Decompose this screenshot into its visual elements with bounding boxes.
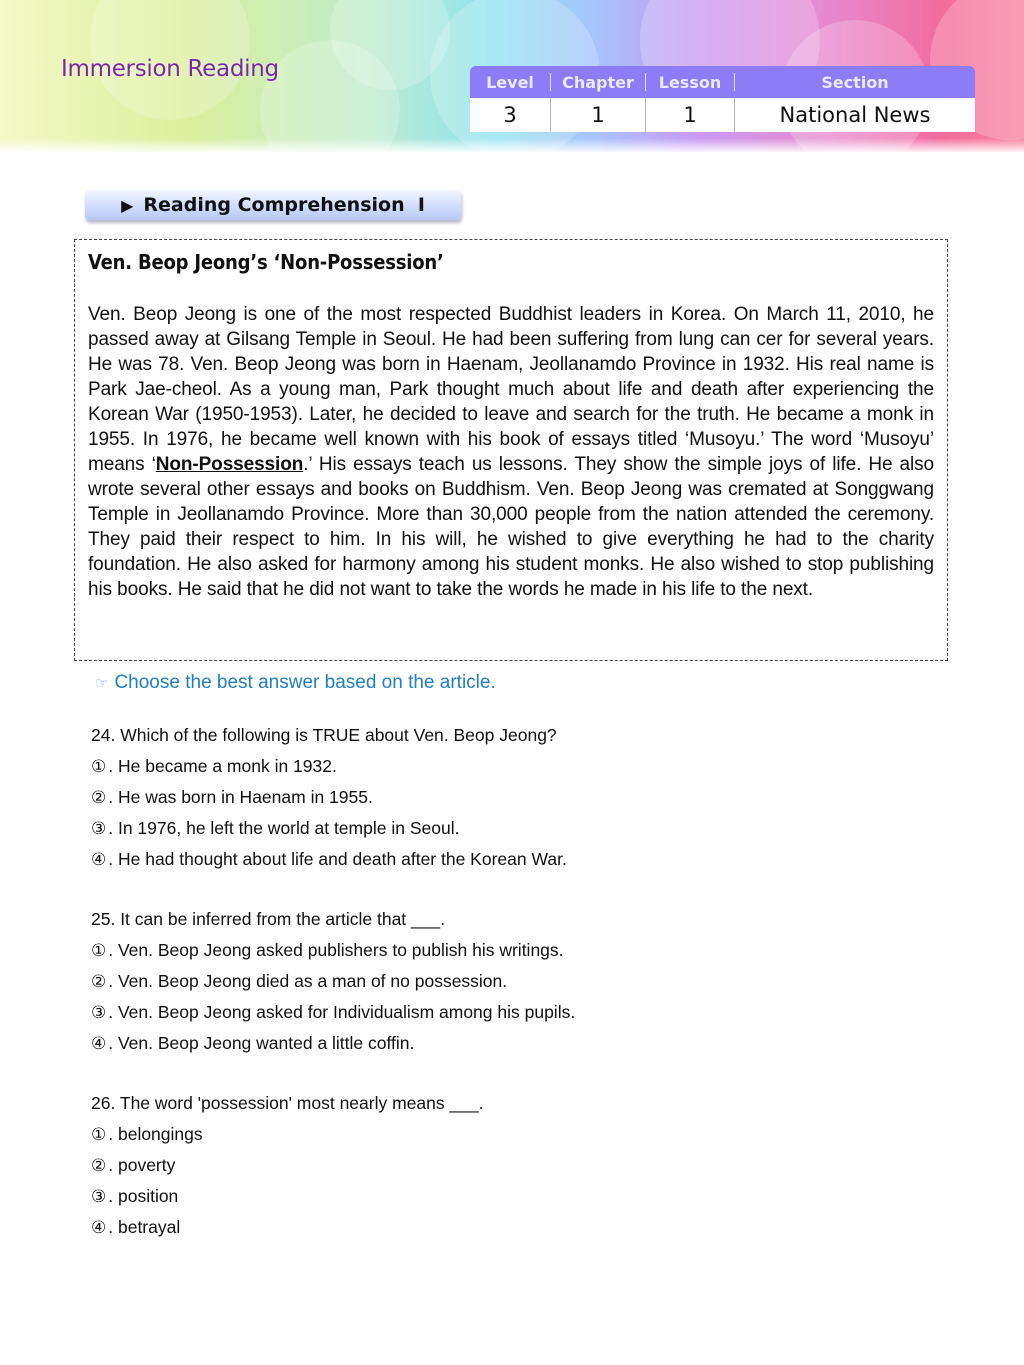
section-badge: [85, 190, 461, 220]
option-number: ②: [91, 788, 107, 807]
option-number: ③: [91, 819, 107, 838]
answer-option[interactable]: [91, 844, 575, 875]
option-number: ④: [91, 1034, 107, 1053]
answer-option[interactable]: [91, 751, 575, 782]
option-text: . He had thought about life and death after the Korean War.: [108, 849, 567, 869]
answer-option[interactable]: [91, 935, 575, 966]
instruction: [95, 672, 496, 694]
option-text: . He was born in Haenam in 1955.: [108, 787, 373, 807]
column-level: Level: [470, 73, 551, 91]
question: [91, 720, 575, 875]
answer-option[interactable]: [91, 1181, 575, 1212]
option-number: ③: [91, 1187, 107, 1206]
chapter-value: 1: [551, 98, 646, 132]
option-text: . In 1976, he left the world at temple in Seoul.: [108, 818, 460, 838]
section-value: National News: [779, 103, 931, 127]
answer-option[interactable]: [91, 813, 575, 844]
answer-option[interactable]: [91, 1119, 575, 1150]
play-triangle-icon: ▶: [121, 195, 134, 215]
answer-option[interactable]: [91, 966, 575, 997]
brand-title: Immersion Reading: [61, 56, 279, 82]
lesson-info-header: [470, 66, 975, 98]
option-text: . He became a monk in 1932.: [108, 756, 337, 776]
option-text: . poverty: [108, 1155, 176, 1175]
question-stem: 25. It can be inferred from the article that ___.: [91, 909, 446, 929]
option-text: . betrayal: [108, 1217, 181, 1237]
article-title: Ven. Beop Jeong’s ‘Non-Possession’: [88, 250, 444, 274]
option-number: ①: [91, 1125, 107, 1144]
column-section: Section: [821, 72, 889, 92]
question: [91, 1088, 575, 1243]
article-body: [88, 302, 934, 602]
option-number: ①: [91, 941, 107, 960]
lesson-value: 1: [646, 98, 735, 132]
option-text: . Ven. Beop Jeong asked for Individualism among his pupils.: [108, 1002, 576, 1022]
article-box: [74, 239, 948, 661]
option-text: . Ven. Beop Jeong died as a man of no possession.: [108, 971, 508, 991]
option-text: . Ven. Beop Jeong asked publishers to publish his writings.: [108, 940, 564, 960]
option-number: ②: [91, 972, 107, 991]
answer-option[interactable]: [91, 1150, 575, 1181]
question-stem: 26. The word 'possession' most nearly means ___.: [91, 1093, 484, 1113]
level-value: 3: [470, 98, 551, 132]
option-number: ④: [91, 850, 107, 869]
pointing-hand-icon: ☞: [95, 675, 109, 692]
column-lesson: Lesson: [646, 73, 735, 91]
option-number: ①: [91, 757, 107, 776]
answer-option[interactable]: [91, 1212, 575, 1243]
answer-option[interactable]: [91, 782, 575, 813]
option-number: ②: [91, 1156, 107, 1175]
answer-option[interactable]: [91, 997, 575, 1028]
answer-option[interactable]: [91, 1028, 575, 1059]
article-body-text: .’ His essays teach us lessons. They show the simple joys of life. He also wrote several other essays and books on Buddhism. Ven. Beop Jeong was cremated at Songgwang Temple in Jeollanamdo Province. More than 30,000 people from the nation attended the ceremony. They paid their respect to him. In his will, he wished to give everything he had to the charity foundation. He also asked for harmony among his student monks. He also wished to stop publishing his books. He said that he did not want to take the words he made in his life to the next.: [88, 454, 934, 600]
option-number: ④: [91, 1218, 107, 1237]
option-number: ③: [91, 1003, 107, 1022]
article-body-text: Ven. Beop Jeong is one of the most respected Buddhist leaders in Korea. On March 11, 2010, he passed away at Gilsang Temple in Seoul. He had been suffering from lung can cer for several years. He was 78. Ven. Beop Jeong was born in Haenam, Jeollanamdo Province in 1932. His real name is Park Jae-cheol. As a young man, Park thought much about life and death after experiencing the Korean War (1950-1953). Later, he decided to leave and search for the truth. He became a monk in 1955. In 1976, he became well known with his book of essays titled ‘Musoyu.’ The word ‘Musoyu’ means ‘: [88, 304, 934, 475]
option-text: . position: [108, 1186, 179, 1206]
lesson-info-values: [470, 98, 975, 132]
instruction-text: Choose the best answer based on the article.: [114, 672, 496, 693]
lesson-info-table: [470, 66, 975, 132]
section-badge-label: Reading Comprehension Ⅰ: [143, 194, 425, 216]
question-stem: 24. Which of the following is TRUE about Ven. Beop Jeong?: [91, 725, 557, 745]
column-chapter: Chapter: [551, 73, 646, 91]
header-banner: [0, 0, 1024, 152]
question: [91, 904, 575, 1059]
option-text: . belongings: [108, 1124, 203, 1144]
banner-fade: [0, 138, 1024, 152]
option-text: . Ven. Beop Jeong wanted a little coffin.: [108, 1033, 415, 1053]
question-list: [91, 720, 575, 1272]
article-emphasis: Non-Possession: [155, 454, 304, 475]
